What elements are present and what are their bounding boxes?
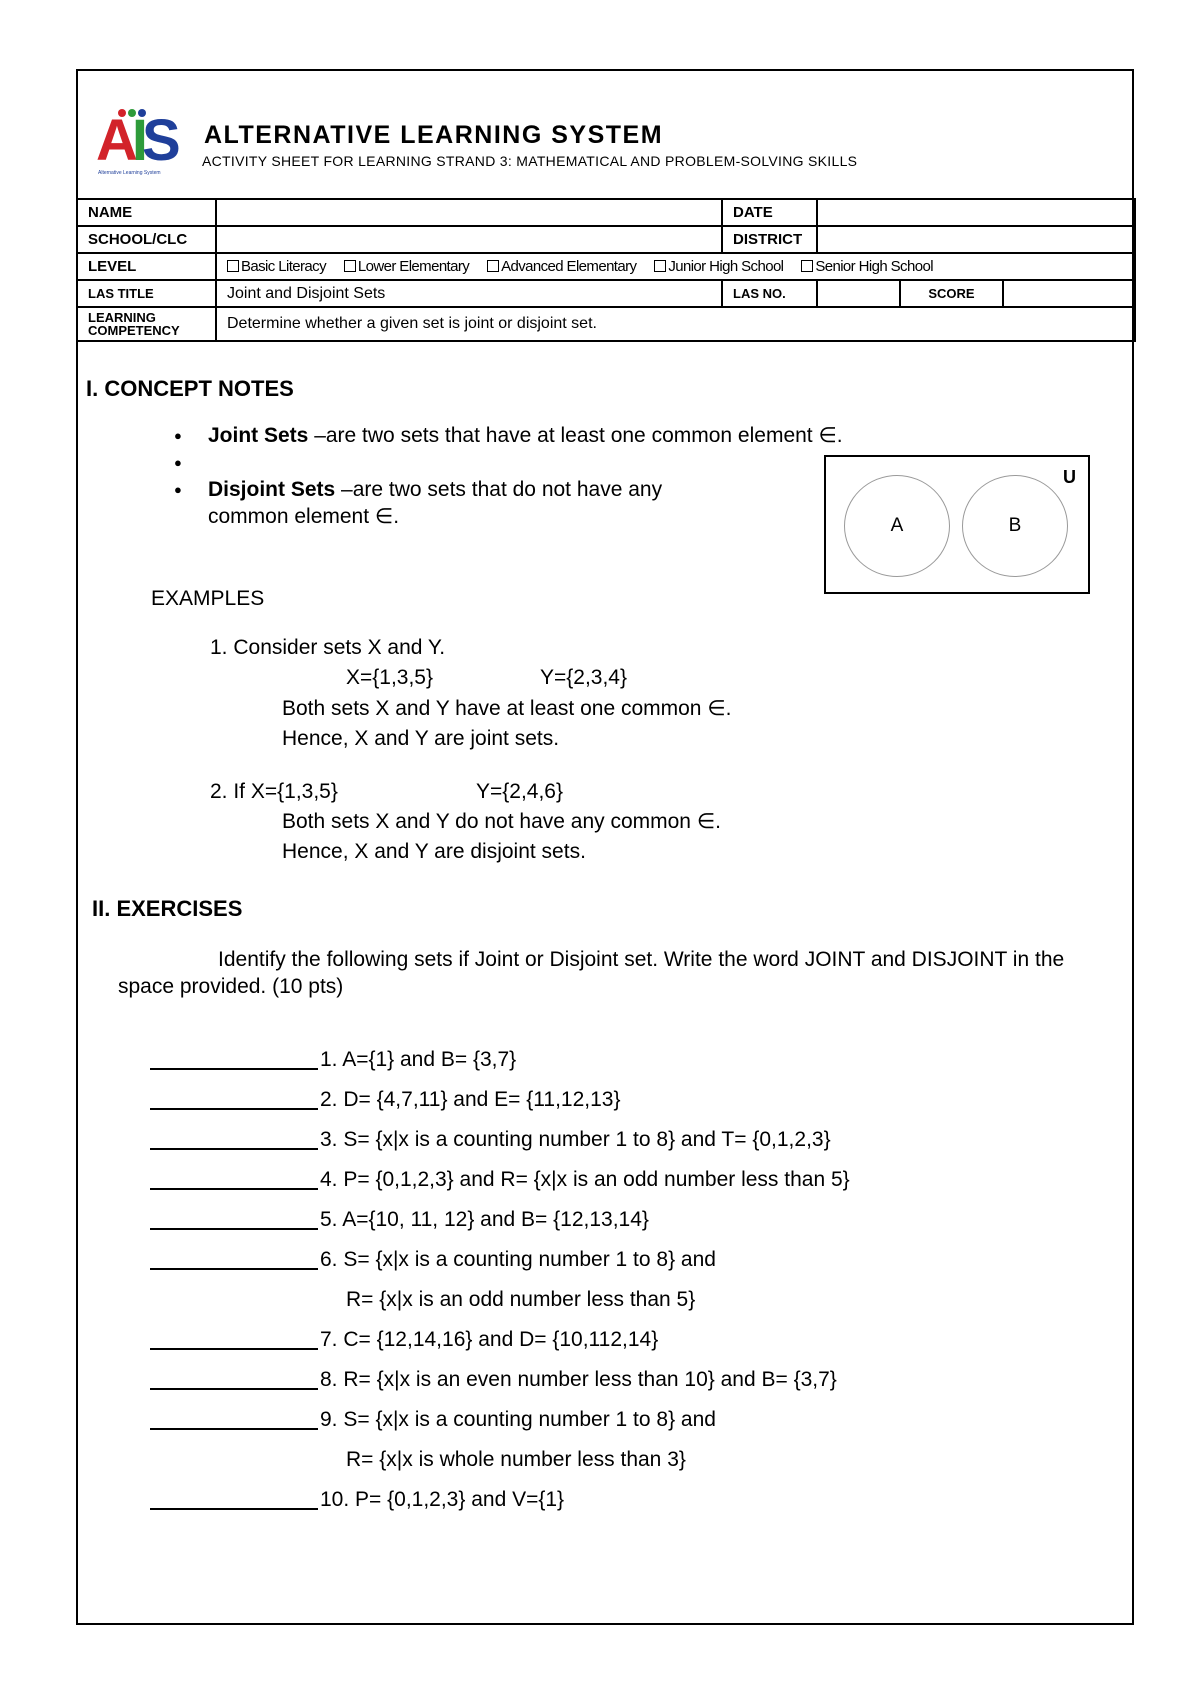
answer-blank[interactable] bbox=[150, 1044, 318, 1070]
district-field[interactable] bbox=[817, 226, 1135, 253]
name-field[interactable] bbox=[216, 199, 722, 226]
school-row bbox=[77, 226, 1135, 253]
level-row bbox=[77, 253, 1135, 280]
als-logo bbox=[96, 102, 178, 178]
competency-value: Determine whether a given set is joint or disjoint set. bbox=[216, 307, 1135, 341]
exercise-item: 9. S= {x|x is a counting number 1 to 8} and R= {x|x is whole number less than 3} bbox=[150, 1400, 850, 1480]
exercise-item: 5. A={10, 11, 12} and B= {12,13,14} bbox=[150, 1200, 850, 1240]
level-option-advanced-elementary[interactable]: Advanced Elementary bbox=[487, 258, 636, 275]
exercise-item: 10. P= {0,1,2,3} and V={1} bbox=[150, 1480, 850, 1520]
school-field[interactable] bbox=[216, 226, 722, 253]
date-field[interactable] bbox=[817, 199, 1135, 226]
exercise-item: 3. S= {x|x is a counting number 1 to 8} and T= {0,1,2,3} bbox=[150, 1120, 850, 1160]
competency-row bbox=[77, 307, 1135, 341]
logo-letters: AIS bbox=[96, 108, 175, 173]
exercise-instructions: Identify the following sets if Joint or Disjoint set. Write the word JOINT and DISJOINT in the space provided. (10 pts) bbox=[118, 948, 1065, 998]
competency-label: LEARNING COMPETENCY bbox=[77, 307, 216, 341]
example-2-line-2: Hence, X and Y are disjoint sets. bbox=[282, 840, 586, 863]
set-a-circle: A bbox=[844, 475, 950, 577]
exercise-item-continuation: R= {x|x is an odd number less than 5} bbox=[346, 1288, 696, 1311]
date-label: DATE bbox=[722, 199, 817, 226]
header-subtitle: ACTIVITY SHEET FOR LEARNING STRAND 3: MATHEMATICAL AND PROBLEM-SOLVING SKILLS bbox=[202, 153, 858, 169]
logo-tagline: Alternative Learning System bbox=[98, 170, 161, 176]
exercise-item: 7. C= {12,14,16} and D= {10,112,14} bbox=[150, 1320, 850, 1360]
checkbox-icon[interactable] bbox=[227, 260, 239, 272]
checkbox-icon[interactable] bbox=[344, 260, 356, 272]
answer-blank[interactable] bbox=[150, 1484, 318, 1510]
school-label: SCHOOL/CLC bbox=[77, 226, 216, 253]
answer-blank[interactable] bbox=[150, 1204, 318, 1230]
examples-heading: EXAMPLES bbox=[151, 587, 265, 610]
checkbox-icon[interactable] bbox=[487, 260, 499, 272]
las-title-row bbox=[77, 280, 1135, 307]
example-1-set-y: Y={2,3,4} bbox=[540, 666, 628, 689]
exercise-item: 4. P= {0,1,2,3} and R= {x|x is an odd number less than 5} bbox=[150, 1160, 850, 1200]
answer-blank[interactable] bbox=[150, 1164, 318, 1190]
concept-bullets bbox=[172, 422, 843, 530]
answer-blank[interactable] bbox=[150, 1084, 318, 1110]
info-table bbox=[76, 198, 1136, 342]
example-2-intro: 2. If X={1,3,5} bbox=[210, 780, 338, 803]
answer-blank[interactable] bbox=[150, 1324, 318, 1350]
name-label: NAME bbox=[77, 199, 216, 226]
example-2-line-1: Both sets X and Y do not have any common ∈. bbox=[282, 810, 721, 833]
answer-blank[interactable] bbox=[150, 1244, 318, 1270]
disjoint-sets-definition: ● Disjoint Sets –are two sets that do not have any common element ∈. bbox=[172, 476, 843, 530]
level-options bbox=[216, 253, 1135, 280]
answer-blank[interactable] bbox=[150, 1364, 318, 1390]
las-title-value: Joint and Disjoint Sets bbox=[216, 280, 722, 307]
set-b-circle: B bbox=[962, 475, 1068, 577]
example-2-set-y: Y={2,4,6} bbox=[476, 780, 564, 803]
level-label: LEVEL bbox=[77, 253, 216, 280]
las-title-label: LAS TITLE bbox=[77, 280, 216, 307]
universe-label: U bbox=[1063, 467, 1076, 487]
checkbox-icon[interactable] bbox=[654, 260, 666, 272]
score-field[interactable] bbox=[1003, 280, 1135, 307]
exercise-item: 2. D= {4,7,11} and E= {11,12,13} bbox=[150, 1080, 850, 1120]
example-1-line-1: Both sets X and Y have at least one common ∈. bbox=[282, 697, 732, 720]
exercise-item: 6. S= {x|x is a counting number 1 to 8} and R= {x|x is an odd number less than 5} bbox=[150, 1240, 850, 1320]
answer-blank[interactable] bbox=[150, 1404, 318, 1430]
level-option-senior-high[interactable]: Senior High School bbox=[801, 258, 933, 275]
level-option-basic-literacy[interactable]: Basic Literacy bbox=[227, 258, 326, 275]
example-1-line-2: Hence, X and Y are joint sets. bbox=[282, 727, 560, 750]
checkbox-icon[interactable] bbox=[801, 260, 813, 272]
answer-blank[interactable] bbox=[150, 1124, 318, 1150]
level-option-lower-elementary[interactable]: Lower Elementary bbox=[344, 258, 469, 275]
example-1-set-x: X={1,3,5} bbox=[346, 666, 434, 689]
example-1-intro: 1. Consider sets X and Y. bbox=[210, 636, 446, 659]
exercise-item: 8. R= {x|x is an even number less than 10} and B= {3,7} bbox=[150, 1360, 850, 1400]
exercise-item-continuation: R= {x|x is whole number less than 3} bbox=[346, 1448, 686, 1471]
district-label: DISTRICT bbox=[722, 226, 817, 253]
name-row bbox=[77, 199, 1135, 226]
empty-bullet bbox=[172, 449, 843, 476]
header-title: ALTERNATIVE LEARNING SYSTEM bbox=[204, 121, 664, 149]
concept-notes-heading: I. CONCEPT NOTES bbox=[86, 376, 294, 401]
level-option-junior-high[interactable]: Junior High School bbox=[654, 258, 783, 275]
exercise-list bbox=[150, 1040, 850, 1520]
exercises-heading: II. EXERCISES bbox=[92, 896, 243, 921]
las-no-label: LAS NO. bbox=[722, 280, 817, 307]
venn-diagram bbox=[824, 455, 1090, 594]
score-label: SCORE bbox=[900, 280, 1003, 307]
las-no-field[interactable] bbox=[817, 280, 900, 307]
exercise-item: 1. A={1} and B= {3,7} bbox=[150, 1040, 850, 1080]
joint-sets-definition: ● Joint Sets –are two sets that have at least one common element ∈. bbox=[172, 422, 843, 449]
